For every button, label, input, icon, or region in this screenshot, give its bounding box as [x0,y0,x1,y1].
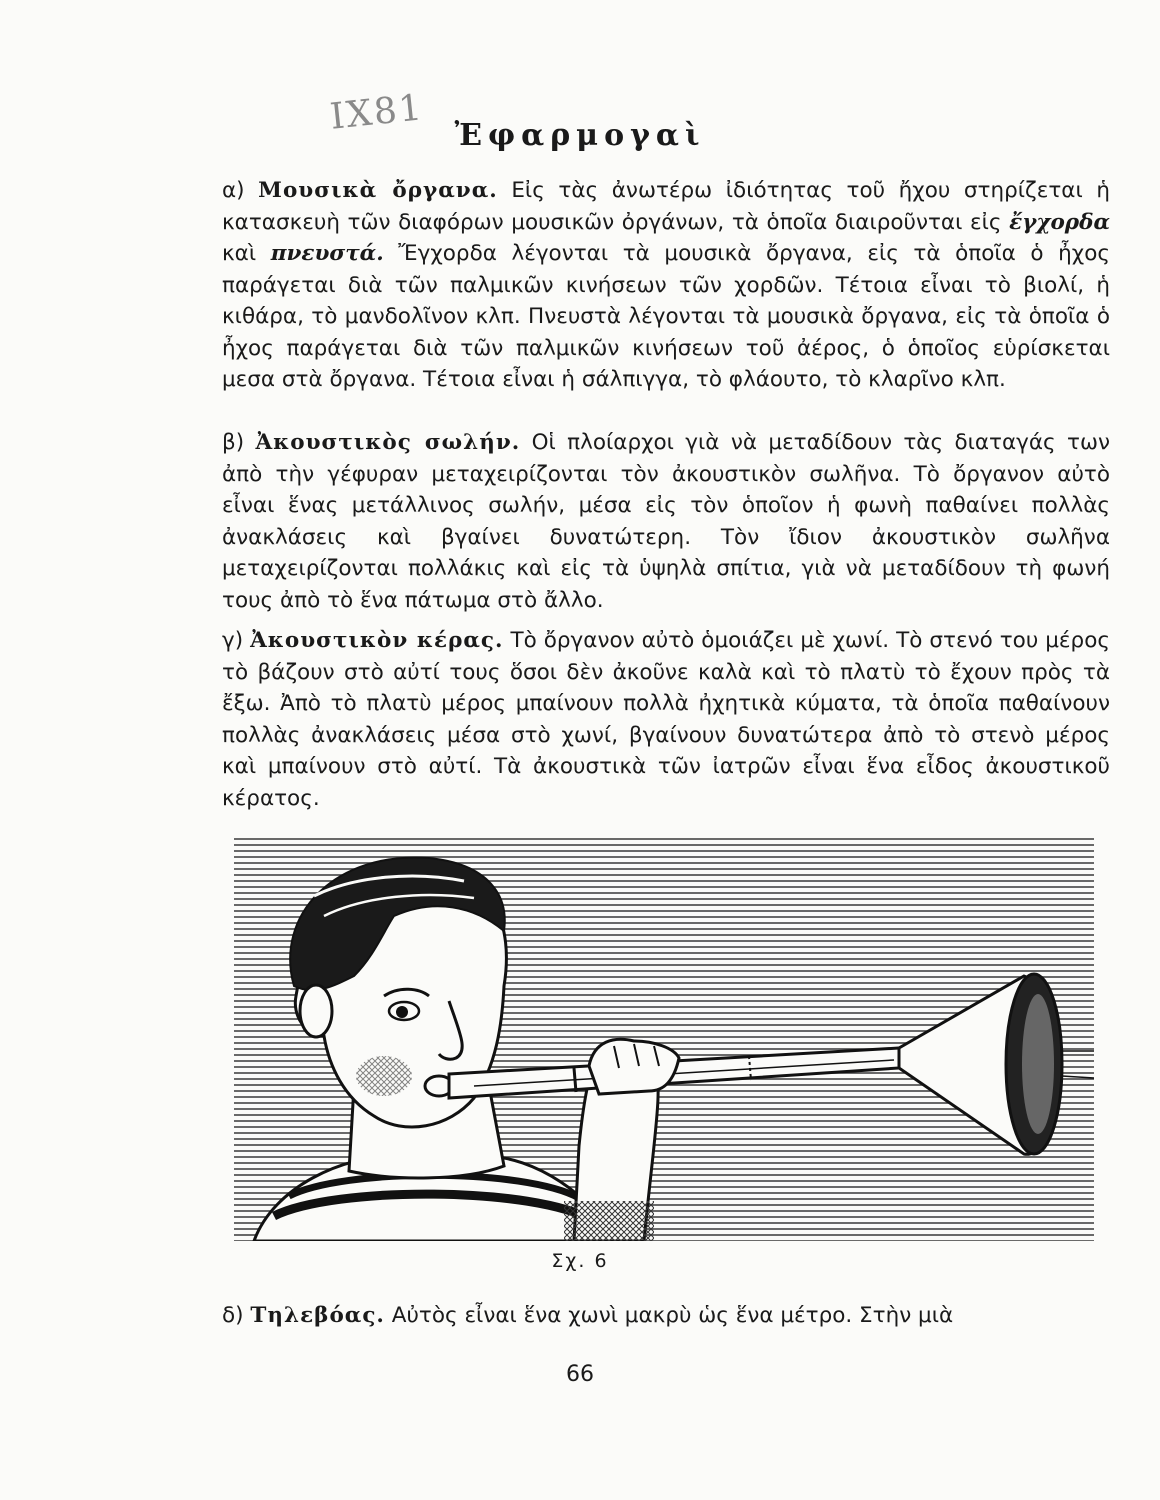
section-text: Αὐτὸς εἶναι ἕνα χωνὶ μακρὺ ὡς ἕνα μέτρο. Στὴν μιὰ [384,1303,954,1328]
section-text: Εἰς τὰς ἀνωτέρω ἰδιότητας τοῦ ἤχου στηρίζεται ἡ κατασκευὴ τῶν διαφόρων μουσικῶν ὀργάνων, τὰ ὁποῖα διαιροῦνται εἰς [222,178,1110,235]
section-megaphone [222,1300,1110,1332]
section-acoustic-tube [222,427,1110,616]
section-marker: α) [222,178,245,203]
section-heading: Ἀκουστικὸν κέρας. [250,628,504,653]
section-marker: γ) [222,628,244,653]
section-heading: Ἀκουστικὸς σωλήν. [255,430,521,455]
section-heading: Τηλεβόας. [250,1303,385,1328]
section-text: Οἱ πλοίαρχοι γιὰ νὰ μεταδίδουν τὰς διαταγάς των ἀπὸ τὴν γέφυραν μεταχειρίζονται τὸν ἀκουστικὸν σωλῆνα. Τὸ ὄργανον αὐτὸ εἶναι ἕνας μετάλλινος σωλήν, μέσα εἰς τὸν ὁποῖον ἡ φωνὴ παθαίνει πολλὰς ἀνακλάσεις καὶ βγαίνει δυνατώτερη. Τὸν ἴδιον ἀκουστικὸν σωλῆνα μεταχειρίζονται πολλάκις καὶ εἰς τὰ ὑψηλὰ σπίτια, γιὰ νὰ μεταδίδουν τὴ φωνή τους ἀπὸ τὸ ἕνα πάτωμα στὸ ἄλλο. [222,430,1110,613]
handwritten-note: ΙΧ81 [328,87,426,138]
section-marker: β) [222,430,245,455]
ear [300,985,332,1037]
term-wind: πνευστά. [270,241,384,266]
figure-caption: Σχ. 6 [551,1250,609,1272]
boy-with-tube-illustration [234,836,1094,1241]
page-number: 66 [566,1362,594,1387]
section-marker: δ) [222,1303,244,1328]
term-stringed: ἔγχορδα [1009,209,1110,235]
page-title: Ἐφαρμογαὶ [454,118,706,153]
section-text: Τὸ ὄργανον αὐτὸ ὁμοιάζει μὲ χωνί. Τὸ στενό του μέρος τὸ βάζουν στὸ αὐτί τους ὅσοι δὲν ἀκοῦνε καλὰ καὶ τὸ πλατὺ τὸ ἔχουν πρὸς τὰ ἔξω. Ἀπὸ τὸ πλατὺ μέρος μπαίνουν πολλὰ ἠχητικὰ κύματα, τὰ ὁποῖα παθαίνουν πολλὰς ἀνακλάσεις μέσα στὸ χωνί, βγαίνουν δυνατώτερα ἀπὸ τὸ στενὸ μέρος καὶ μπαίνουν στὸ αὐτί. Τὰ ἀκουστικὰ τῶν ἰατρῶν εἶναι ἕνα εἶδος ἀκουστικοῦ κέρατος. [222,628,1110,811]
section-musical-instruments [222,175,1110,396]
section-ear-trumpet [222,625,1110,814]
section-text: καὶ [222,241,271,266]
figure-illustration [234,836,1094,1241]
section-text: Ἔγχορδα λέγονται τὰ μουσικὰ ὄργανα, εἰς τὰ ὁποῖα ὁ ἦχος παράγεται διὰ τῶν παλμικῶν κινήσεων τῶν χορδῶν. Τέτοια εἶναι τὸ βιολί, ἡ κιθάρα, τὸ μανδολῖνον κλπ. Πνευστὰ λέγονται τὰ μουσικὰ ὄργανα, εἰς τὰ ὁποῖα ὁ ἦχος παράγεται διὰ τῶν παλμικῶν κινήσεων τοῦ ἀέρος, ὁ ὁποῖος εὑρίσκεται μεσα στὰ ὄργανα. Τέτοια εἶναι ἡ σάλπιγγα, τὸ φλάουτο, τὸ κλαρῖνο κλπ. [222,241,1110,392]
section-heading: Μουσικὰ ὄργανα. [258,178,498,203]
